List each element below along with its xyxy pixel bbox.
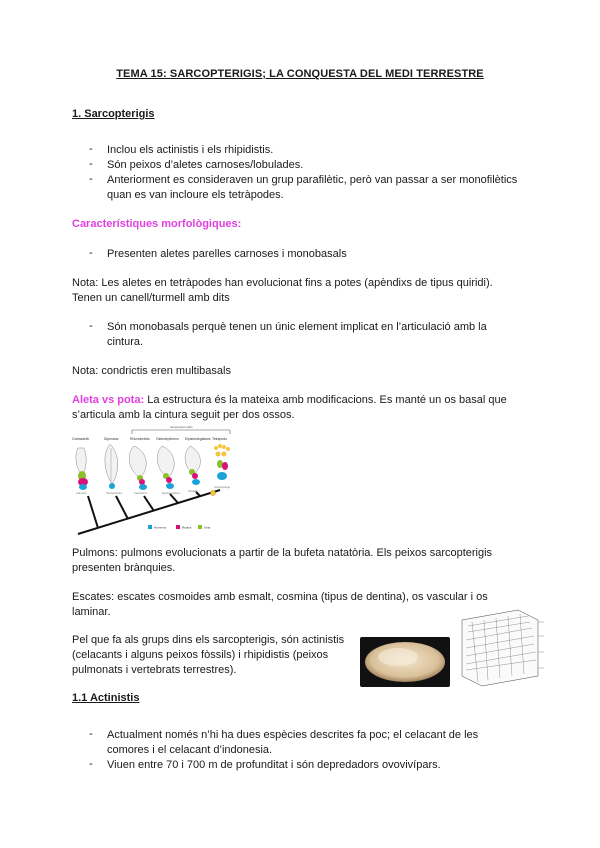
pulmons-paragraph: presenten brànquies.	[72, 562, 176, 574]
taxon-label: Coelacanth	[72, 437, 90, 441]
aleta-text: La estructura és la mateixa amb modificacions. Es manté un os basal que	[144, 394, 507, 406]
taxon-label: Tetrapods	[212, 437, 227, 441]
fin-dipnoan-illustration	[105, 444, 118, 489]
note-paragraph: Nota: Les aletes en tetràpodes han evolucionat fins a potes (apèndixs de tipus quiridi).	[72, 277, 493, 289]
bullet-dash: -	[89, 158, 93, 170]
list-item-continuation: cintura.	[107, 336, 144, 348]
taxon-label: Osteolepiforms	[156, 437, 179, 441]
list-item: Actualment només n’hi ha dues espècies descrites fa poc; el celacant de les	[107, 729, 479, 741]
note-paragraph: Nota: condrictis eren multibasals	[72, 365, 231, 377]
list-item: Presenten aletes parelles carnoses i monobasals	[107, 248, 347, 260]
legend-label: Radius	[182, 525, 192, 530]
fin-elpistostegalian-illustration	[185, 446, 200, 485]
svg-text:Eusthenopteron: Eusthenopteron	[162, 492, 181, 495]
page-title: TEMA 15: SARCOPTERIGIS; LA CONQUESTA DEL MEDI TERRESTRE	[116, 68, 484, 80]
fin-rhizodontid-illustration	[129, 446, 147, 490]
taxon-label: Rhizodontids	[130, 437, 150, 441]
pulmons-paragraph: Pulmons: pulmons evolucionats a partir de la bufeta natatòria. Els peixos sarcopterigis	[72, 547, 493, 559]
scale-photo	[360, 637, 450, 687]
bullet-dash: -	[89, 320, 93, 332]
section-heading-sarcopterigis: 1. Sarcopterigis	[72, 108, 155, 120]
list-item-continuation: comores i el celacant d’indonesia.	[107, 744, 273, 756]
list-item: Inclou els actinistis i els rhipidistis.	[107, 144, 274, 156]
legend-label: Humerus	[154, 525, 167, 530]
svg-text:Acanthostega: Acanthostega	[214, 486, 230, 489]
escates-paragraph: Escates: escates cosmoides amb esmalt, cosmina (tipus de dentina), os vascular i os	[72, 591, 488, 603]
svg-text:Latimeria: Latimeria	[76, 492, 87, 495]
list-item-continuation: quan es van incloure els tetràpodes.	[107, 189, 284, 201]
bullet-dash: -	[89, 247, 93, 259]
escates-paragraph: laminar.	[72, 606, 111, 618]
grups-paragraph: Pel que fa als grups dins els sarcopterigis, són actinistis	[72, 634, 345, 646]
legend-label: Ulna	[204, 525, 211, 530]
list-item: Són monobasals perquè tenen un únic element implicat en l’articulació amb la	[107, 321, 487, 333]
fin-osteolepiform-illustration	[157, 446, 174, 489]
note-paragraph: Tenen un canell/turmell amb dits	[72, 292, 230, 304]
morphology-heading: Característiques morfològiques:	[72, 218, 242, 230]
fin-coelacanth-illustration	[76, 448, 88, 490]
bullet-dash: -	[89, 758, 93, 770]
grups-paragraph: pulmonats i vertebrats terrestres).	[72, 664, 237, 676]
bullet-dash: -	[89, 728, 93, 740]
scale-histology-illustration	[458, 606, 550, 688]
bullet-dash: -	[89, 143, 93, 155]
svg-text:Tiktaalik: Tiktaalik	[188, 490, 198, 493]
svg-text:tetrapodomorphs: tetrapodomorphs	[170, 425, 193, 429]
svg-text:Neoceratodus: Neoceratodus	[106, 492, 123, 495]
grups-paragraph: (celacants i alguns peixos fòssils) i rhipidistis (peixos	[72, 649, 329, 661]
aleta-paragraph: s’articula amb la cintura seguit per dos ossos.	[72, 409, 295, 421]
aleta-paragraph	[72, 393, 507, 408]
bullet-dash: -	[89, 173, 93, 185]
list-item: Són peixos d’aletes carnoses/lobulades.	[107, 159, 304, 171]
fin-evolution-figure	[70, 424, 245, 536]
limb-tetrapod-illustration	[214, 444, 230, 480]
list-item: Viuen entre 70 i 700 m de profunditat i són depredadors ovovivípars.	[107, 759, 441, 771]
svg-text:Sauripterus: Sauripterus	[134, 492, 148, 495]
aleta-label: Aleta vs pota:	[72, 394, 145, 406]
section-heading-actinistis: 1.1 Actinistis	[72, 692, 140, 704]
cosmoid-scale-image	[360, 637, 450, 687]
list-item: Anteriorment es consideraven un grup parafilètic, però van passar a ser monofilètics	[107, 174, 518, 186]
taxon-label: Dipnoans	[104, 437, 119, 441]
taxon-label: Elpistostegalians	[185, 437, 211, 441]
